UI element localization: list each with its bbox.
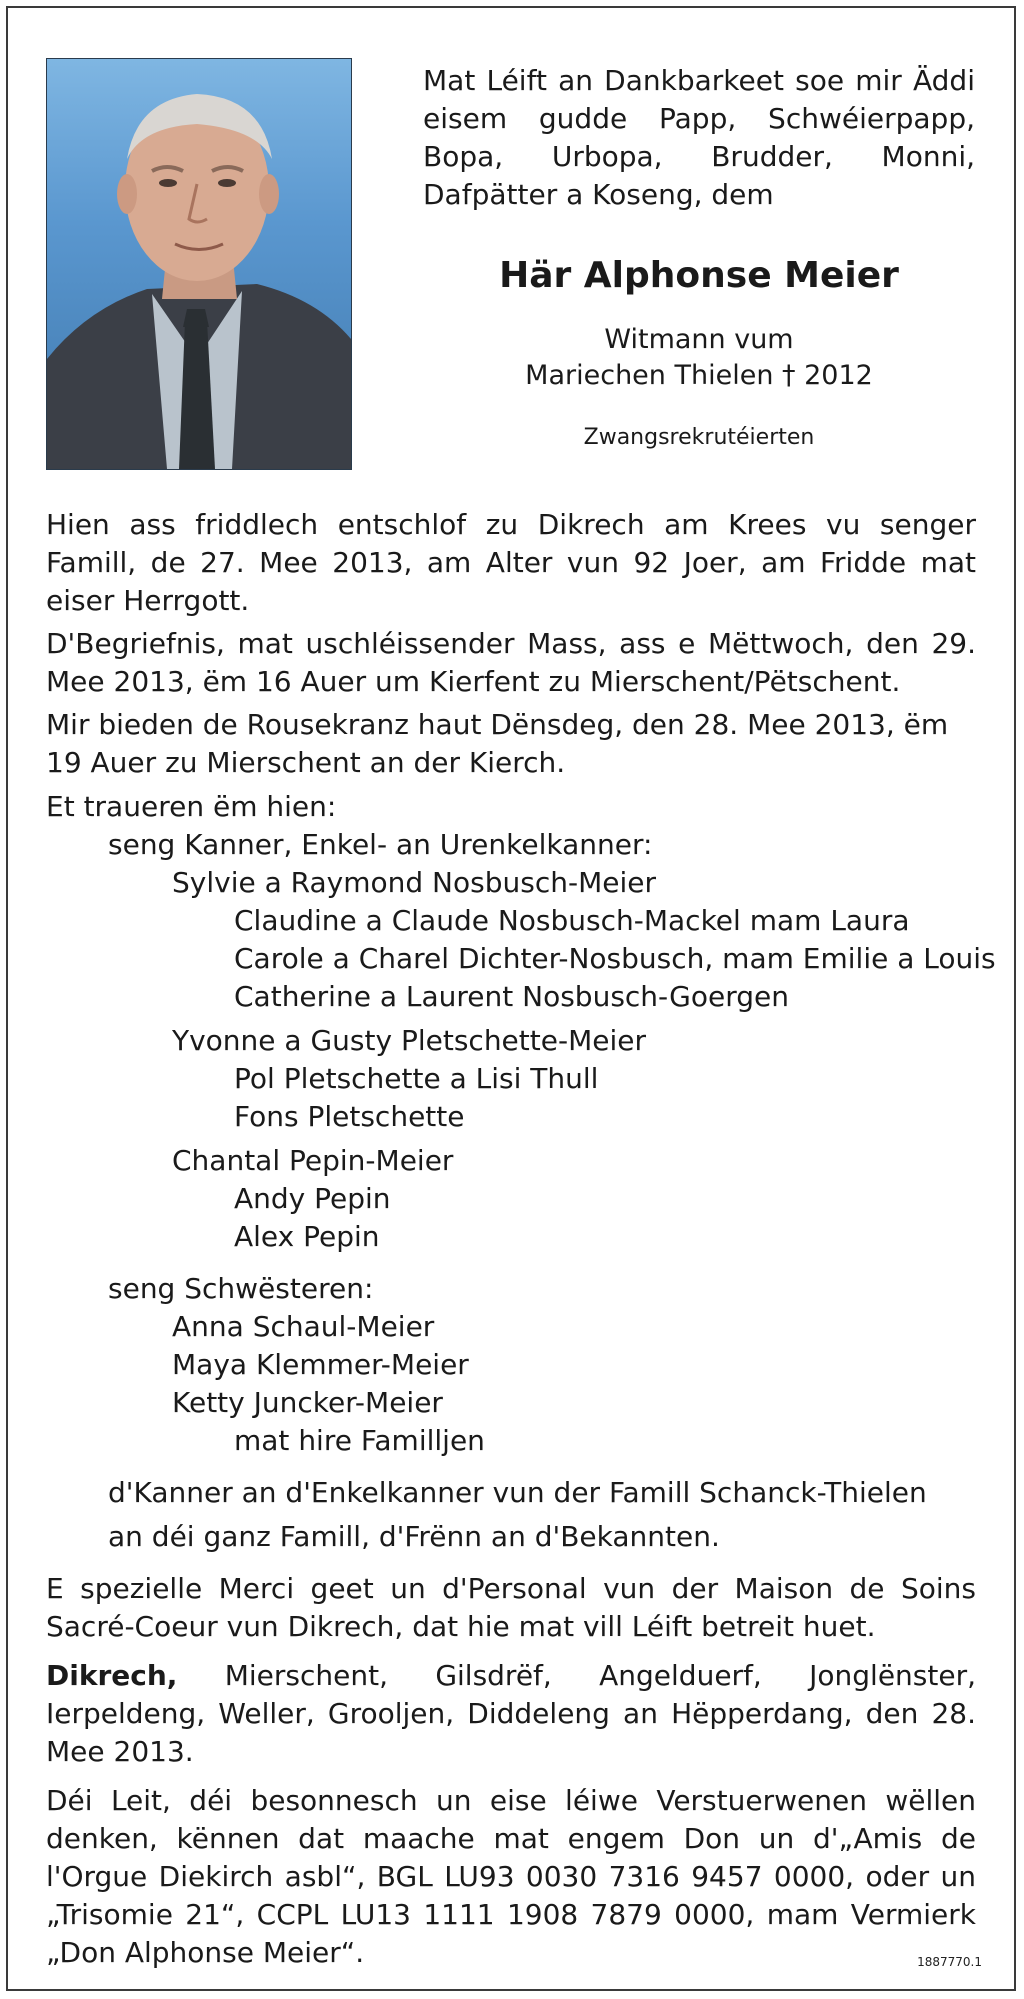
family-member: Carole a Charel Dichter-Nosbusch, mam Emilie a Louis bbox=[234, 942, 996, 975]
mourners-intro: Et traueren ëm hien: bbox=[46, 790, 337, 823]
conscript-label: Zwangsrekrutéierten bbox=[583, 425, 815, 450]
sister-name: Maya Klemmer-Meier bbox=[172, 1348, 469, 1381]
family-member: Claudine a Claude Nosbusch-Mackel mam Laura bbox=[234, 904, 910, 937]
rosary-paragraph: Mir bieden de Rousekranz haut Dënsdeg, den 28. Mee 2013, ëm 19 Auer zu Mierschent an der Kierch. bbox=[46, 708, 949, 779]
death-notice-paragraph: Hien ass friddlech entschlof zu Dikrech am Krees vu senger Famill, de 27. Mee 2013, am Alter vun 92 Joer, am Fridde mat eiser Herrgott. bbox=[46, 508, 976, 617]
widower-line-2: Mariechen Thielen † 2012 bbox=[525, 360, 873, 391]
family-member: Fons Pletschette bbox=[234, 1100, 465, 1133]
widower-line-1: Witmann vum bbox=[604, 324, 794, 355]
sister-name: Ketty Juncker-Meier bbox=[172, 1386, 443, 1419]
sisters-heading: seng Schwësteren: bbox=[108, 1272, 374, 1305]
funeral-paragraph: D'Begriefnis, mat uschléissender Mass, ass e Mëttwoch, den 29. Mee 2013, ëm 16 Auer um Kierfent zu Mierschent/Pëtschent. bbox=[46, 627, 976, 698]
intro-text: Mat Léift an Dankbarkeet soe mir Äddi eisem gudde Papp, Schwéierpapp, Bopa, Urbopa, Brudder, Monni, Dafpätter a Koseng, dem bbox=[423, 64, 975, 211]
schanck-family-line: d'Kanner an d'Enkelkanner vun der Famill Schanck-Thielen bbox=[108, 1476, 927, 1509]
thanks-paragraph: E spezielle Merci geet un d'Personal vun der Maison de Soins Sacré-Coeur vun Dikrech, dat hie mat vill Léift betreit huet. bbox=[46, 1572, 976, 1643]
family-member: Alex Pepin bbox=[234, 1220, 380, 1253]
place-name: Dikrech, bbox=[46, 1659, 178, 1692]
donation-paragraph: Déi Leit, déi besonnesch un eise léiwe Verstuerwenen wëllen denken, kënnen dat maache mat engem Don un d'„Amis de l'Orgue Diekirch asbl“, BGL LU93 0030 7316 9457 0000, oder un „Trisomie 21“, CCPL LU13 1111 1908 7879 0000, mam Vermierk „Don Alphonse Meier“. bbox=[46, 1784, 976, 1969]
portrait-photo bbox=[46, 58, 352, 470]
family-head: Chantal Pepin-Meier bbox=[172, 1144, 454, 1177]
sisters-family: mat hire Familljen bbox=[234, 1424, 485, 1457]
family-head: Yvonne a Gusty Pletschette-Meier bbox=[172, 1024, 646, 1057]
family-member: Pol Pletschette a Lisi Thull bbox=[234, 1062, 599, 1095]
deceased-name: Här Alphonse Meier bbox=[499, 255, 899, 296]
family-head: Sylvie a Raymond Nosbusch-Meier bbox=[172, 866, 656, 899]
place-list: Mierschent, Gilsdrëf, Angelduerf, Jonglënster, Ierpeldeng, Weller, Grooljen, Diddeleng an Hëpperdang, den 28. Mee 2013. bbox=[46, 1659, 976, 1768]
family-member: Andy Pepin bbox=[234, 1182, 391, 1215]
others-line: an déi ganz Famill, d'Frënn an d'Bekannten. bbox=[108, 1520, 720, 1553]
place-date-paragraph bbox=[46, 1657, 976, 1771]
family-member: Catherine a Laurent Nosbusch-Goergen bbox=[234, 980, 789, 1013]
notice-body bbox=[46, 506, 996, 1977]
sister-name: Anna Schaul-Meier bbox=[172, 1310, 435, 1343]
portrait-illustration bbox=[47, 59, 351, 469]
children-heading: seng Kanner, Enkel- an Urenkelkanner: bbox=[108, 828, 653, 861]
reference-number: 1887770.1 bbox=[917, 1955, 982, 1969]
